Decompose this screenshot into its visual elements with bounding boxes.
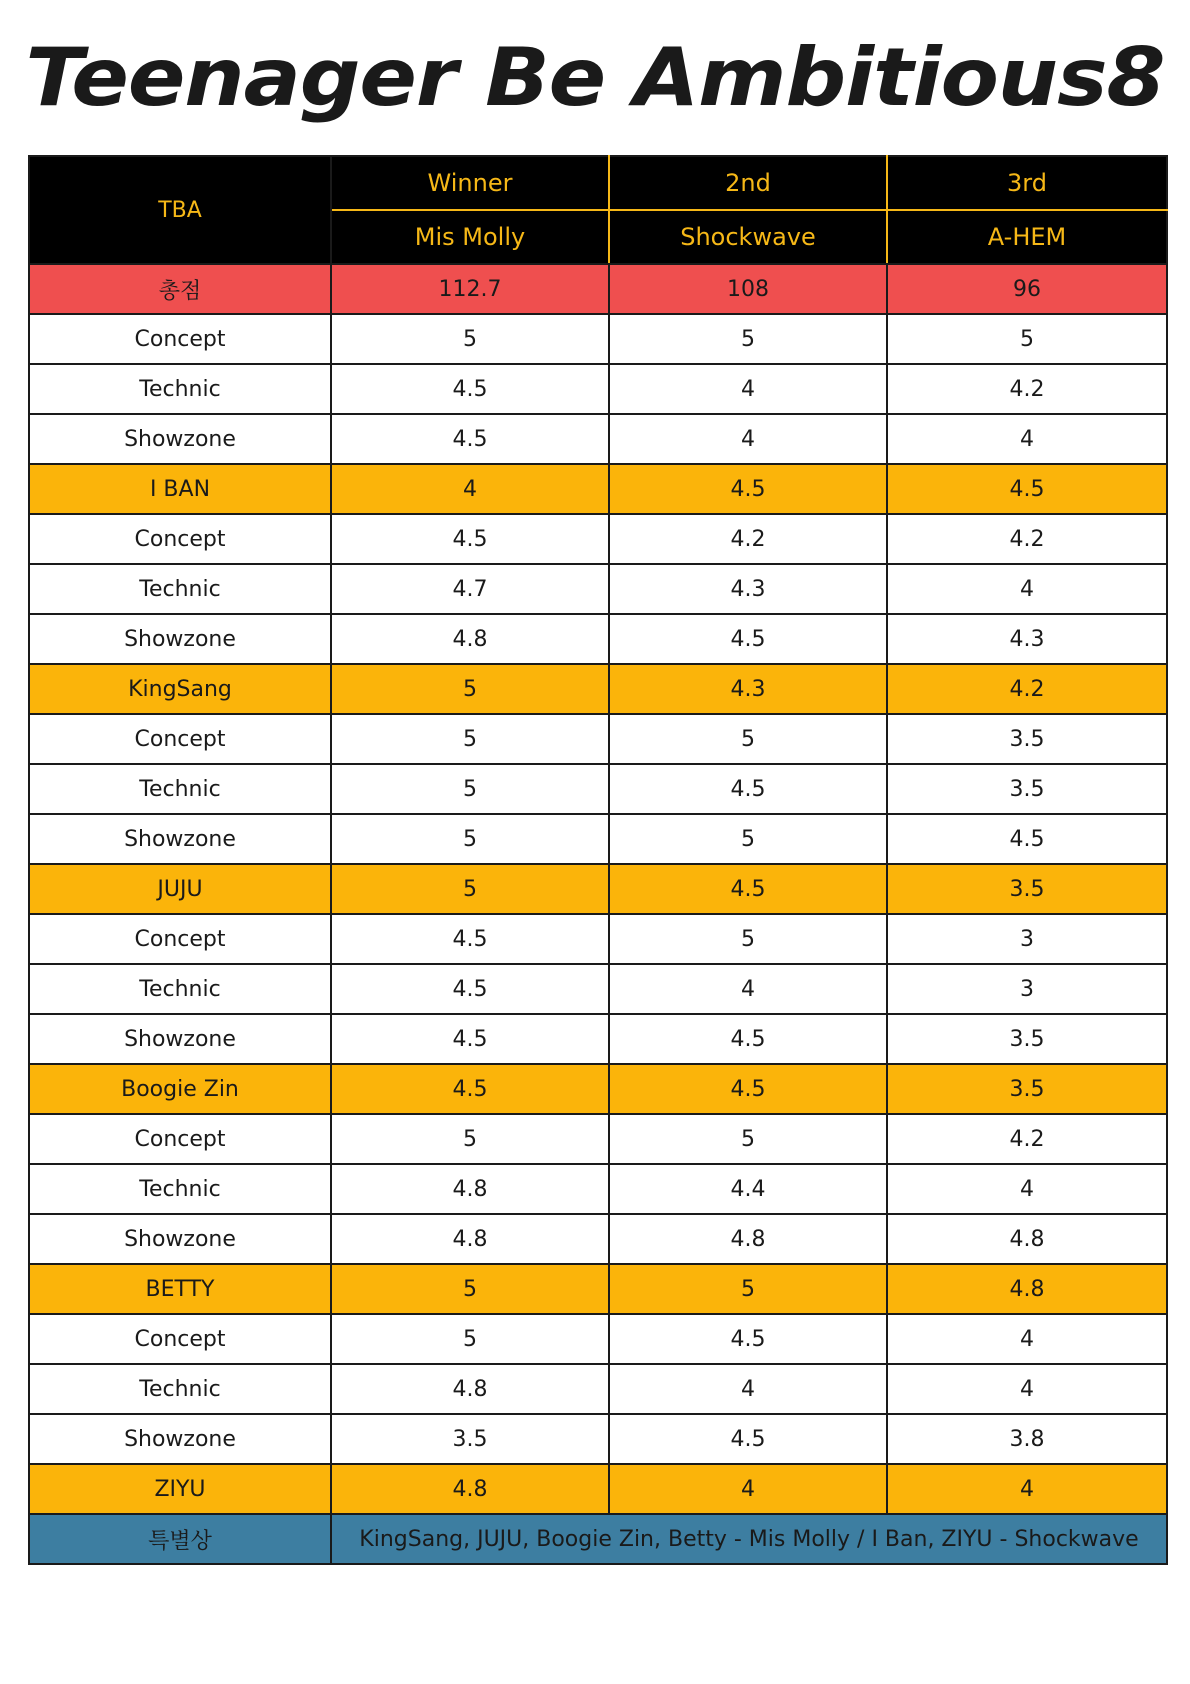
score-cell: 5	[331, 764, 609, 814]
score-cell: 4	[609, 1364, 887, 1414]
score-cell: 4.5	[609, 864, 887, 914]
header-team-3: A-HEM	[887, 210, 1167, 264]
row-label-cell: Showzone	[29, 1414, 331, 1464]
score-cell: 108	[609, 264, 887, 314]
score-cell: 4.5	[887, 814, 1167, 864]
score-cell: 4.3	[609, 564, 887, 614]
judge-name-cell: JUJU	[29, 864, 331, 914]
score-cell: 4.4	[609, 1164, 887, 1214]
score-cell: 5	[887, 314, 1167, 364]
score-cell: 4.5	[331, 414, 609, 464]
score-cell: 4	[887, 1464, 1167, 1514]
page-title: Teenager Be Ambitious8	[25, 31, 1165, 124]
criterion-row	[29, 714, 1167, 764]
row-label-cell: Showzone	[29, 614, 331, 664]
score-cell: 4.2	[887, 664, 1167, 714]
row-label-cell: 총점	[29, 264, 331, 314]
score-cell: 5	[331, 664, 609, 714]
score-cell: 3.5	[887, 764, 1167, 814]
row-label-cell: Showzone	[29, 814, 331, 864]
score-cell: 4.5	[331, 1064, 609, 1114]
score-cell: 4.8	[331, 1364, 609, 1414]
header-corner-cell: TBA	[29, 156, 331, 264]
score-cell: 3.8	[887, 1414, 1167, 1464]
criterion-row	[29, 1414, 1167, 1464]
score-cell: 4.8	[331, 614, 609, 664]
score-cell: 4.2	[887, 514, 1167, 564]
score-cell: 3	[887, 914, 1167, 964]
score-cell: 5	[331, 1264, 609, 1314]
score-cell: 4.5	[609, 1014, 887, 1064]
judge-row	[29, 1464, 1167, 1514]
judge-row	[29, 864, 1167, 914]
row-label-cell: Technic	[29, 1164, 331, 1214]
score-cell: 4	[887, 414, 1167, 464]
score-cell: 4.5	[331, 964, 609, 1014]
score-cell: 4	[887, 1314, 1167, 1364]
row-label-cell: Concept	[29, 1314, 331, 1364]
row-label-cell: Technic	[29, 964, 331, 1014]
score-cell: 3.5	[887, 1064, 1167, 1114]
score-cell: 4.5	[609, 464, 887, 514]
criterion-row	[29, 364, 1167, 414]
row-label-cell: Showzone	[29, 1014, 331, 1064]
header-team-1: Mis Molly	[331, 210, 609, 264]
judge-row	[29, 464, 1167, 514]
score-cell: 5	[609, 1114, 887, 1164]
row-label-cell: Technic	[29, 764, 331, 814]
score-cell: 5	[609, 814, 887, 864]
judge-name-cell: Boogie Zin	[29, 1064, 331, 1114]
score-cell: 4.8	[609, 1214, 887, 1264]
score-cell: 4	[887, 1364, 1167, 1414]
score-cell: 4.2	[887, 364, 1167, 414]
score-cell: 3	[887, 964, 1167, 1014]
score-cell: 4	[887, 1164, 1167, 1214]
score-cell: 4	[331, 464, 609, 514]
score-table-body	[29, 156, 1167, 1564]
row-label-cell: Technic	[29, 1364, 331, 1414]
score-cell: 4.5	[609, 614, 887, 664]
score-cell: 4.2	[609, 514, 887, 564]
special-award-row	[29, 1514, 1167, 1564]
header-rank-3rd: 3rd	[887, 156, 1167, 210]
criterion-row	[29, 764, 1167, 814]
score-cell: 4.5	[331, 1014, 609, 1064]
score-table	[28, 155, 1168, 1565]
criterion-row	[29, 1164, 1167, 1214]
judge-row	[29, 1064, 1167, 1114]
criterion-row	[29, 1014, 1167, 1064]
judge-name-cell: ZIYU	[29, 1464, 331, 1514]
score-cell: 5	[331, 1114, 609, 1164]
judge-row	[29, 664, 1167, 714]
score-cell: 5	[331, 814, 609, 864]
score-cell: 4.3	[887, 614, 1167, 664]
row-label-cell: Showzone	[29, 1214, 331, 1264]
row-label-cell: Concept	[29, 1114, 331, 1164]
criterion-row	[29, 964, 1167, 1014]
score-cell: 5	[609, 1264, 887, 1314]
score-cell: 4.5	[331, 364, 609, 414]
score-cell: 5	[331, 714, 609, 764]
row-label-cell: Concept	[29, 714, 331, 764]
judge-name-cell: KingSang	[29, 664, 331, 714]
score-cell: 5	[609, 314, 887, 364]
row-label-cell: Concept	[29, 514, 331, 564]
score-cell: 5	[609, 914, 887, 964]
score-cell: 4.5	[609, 764, 887, 814]
total-row	[29, 264, 1167, 314]
score-cell: 4.5	[331, 514, 609, 564]
criterion-row	[29, 514, 1167, 564]
row-label-cell: Concept	[29, 314, 331, 364]
criterion-row	[29, 914, 1167, 964]
score-cell: 96	[887, 264, 1167, 314]
score-cell: 112.7	[331, 264, 609, 314]
score-cell: 4.2	[887, 1114, 1167, 1164]
criterion-row	[29, 564, 1167, 614]
score-cell: 4.8	[331, 1214, 609, 1264]
score-cell: 4.5	[609, 1314, 887, 1364]
score-cell: 4.3	[609, 664, 887, 714]
header-team-2: Shockwave	[609, 210, 887, 264]
score-cell: 4.5	[331, 914, 609, 964]
score-cell: 4.5	[887, 464, 1167, 514]
score-cell: 4	[609, 364, 887, 414]
score-cell: 4.7	[331, 564, 609, 614]
score-cell: 4.8	[331, 1164, 609, 1214]
judge-name-cell: I BAN	[29, 464, 331, 514]
criterion-row	[29, 1214, 1167, 1264]
score-cell: 3.5	[331, 1414, 609, 1464]
score-cell: 3.5	[887, 1014, 1167, 1064]
score-cell: 5	[331, 314, 609, 364]
score-cell: 5	[609, 714, 887, 764]
score-cell: 4.8	[331, 1464, 609, 1514]
row-label-cell: Showzone	[29, 414, 331, 464]
score-cell: 4.8	[887, 1214, 1167, 1264]
special-award-label: 특별상	[29, 1514, 331, 1564]
header-rank-row	[29, 156, 1167, 210]
header-rank-winner: Winner	[331, 156, 609, 210]
row-label-cell: Technic	[29, 564, 331, 614]
score-cell: 4.5	[609, 1064, 887, 1114]
criterion-row	[29, 1314, 1167, 1364]
score-cell: 4	[609, 964, 887, 1014]
score-cell: 5	[331, 1314, 609, 1364]
criterion-row	[29, 314, 1167, 364]
row-label-cell: Technic	[29, 364, 331, 414]
criterion-row	[29, 1114, 1167, 1164]
score-cell: 4	[609, 1464, 887, 1514]
criterion-row	[29, 614, 1167, 664]
score-cell: 4.5	[609, 1414, 887, 1464]
header-rank-2nd: 2nd	[609, 156, 887, 210]
judge-name-cell: BETTY	[29, 1264, 331, 1314]
criterion-row	[29, 414, 1167, 464]
score-cell: 4.8	[887, 1264, 1167, 1314]
row-label-cell: Concept	[29, 914, 331, 964]
score-cell: 5	[331, 864, 609, 914]
score-cell: 4	[609, 414, 887, 464]
special-award-text: KingSang, JUJU, Boogie Zin, Betty - Mis Molly / I Ban, ZIYU - Shockwave	[331, 1514, 1167, 1564]
judge-row	[29, 1264, 1167, 1314]
score-cell: 4	[887, 564, 1167, 614]
score-cell: 3.5	[887, 714, 1167, 764]
score-cell: 3.5	[887, 864, 1167, 914]
criterion-row	[29, 1364, 1167, 1414]
criterion-row	[29, 814, 1167, 864]
